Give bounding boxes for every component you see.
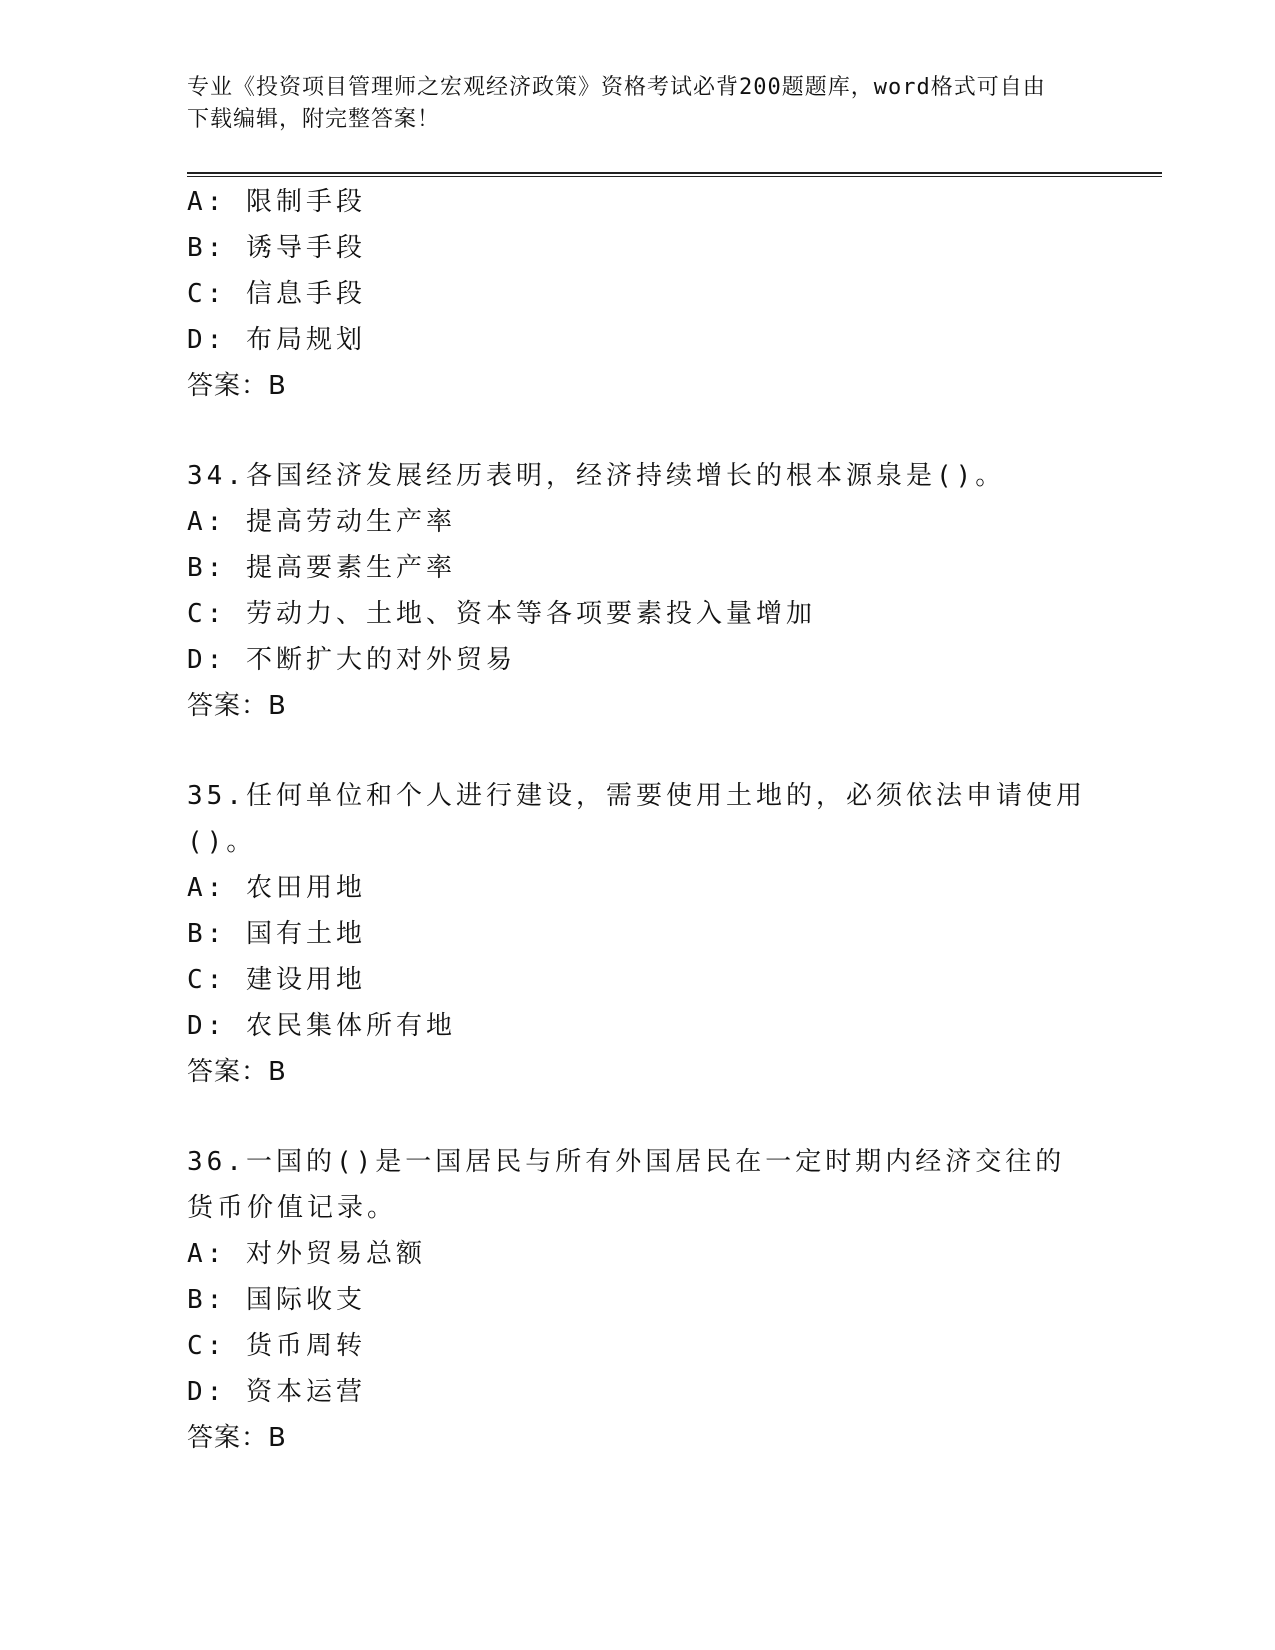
option-b: B: 国际收支 xyxy=(187,1285,366,1315)
option-c: C: 货币周转 xyxy=(187,1331,366,1361)
question-33-continued xyxy=(187,179,1167,409)
option-a: A: 农田用地 xyxy=(187,873,366,903)
answer-line: 答案：B xyxy=(187,1057,287,1087)
option-a: A: 对外贸易总额 xyxy=(187,1239,426,1269)
header-divider xyxy=(187,172,1162,177)
option-d: D: 农民集体所有地 xyxy=(187,1011,456,1041)
option-c: C: 劳动力、土地、资本等各项要素投入量增加 xyxy=(187,599,816,629)
answer-line: 答案：B xyxy=(187,691,287,721)
option-c: C: 建设用地 xyxy=(187,965,366,995)
option-d: D: 不断扩大的对外贸易 xyxy=(187,645,516,675)
question-stem: 34.各国经济发展经历表明，经济持续增长的根本源泉是()。 xyxy=(187,461,1006,491)
option-a: A: 限制手段 xyxy=(187,187,366,217)
answer-line: 答案：B xyxy=(187,371,287,401)
option-d: D: 资本运营 xyxy=(187,1377,366,1407)
option-a: A: 提高劳动生产率 xyxy=(187,507,456,537)
answer-line: 答案：B xyxy=(187,1423,287,1453)
option-b: B: 国有土地 xyxy=(187,919,366,949)
option-b: B: 提高要素生产率 xyxy=(187,553,456,583)
option-d: D: 布局规划 xyxy=(187,325,366,355)
document-page xyxy=(187,72,1167,1461)
question-stem: 35.任何单位和个人进行建设，需要使用土地的，必须依法申请使用()。 xyxy=(187,781,1086,857)
option-c: C: 信息手段 xyxy=(187,279,366,309)
document-title: 专业《投资项目管理师之宏观经济政策》资格考试必背200题题库，word格式可自由下载编辑，附完整答案！ xyxy=(187,75,1046,132)
option-b: B: 诱导手段 xyxy=(187,233,366,263)
question-stem: 36.一国的()是一国居民与所有外国居民在一定时期内经济交往的货币价值记录。 xyxy=(187,1147,1066,1223)
question-35 xyxy=(187,773,1167,1095)
question-34 xyxy=(187,453,1167,729)
question-36 xyxy=(187,1139,1167,1461)
